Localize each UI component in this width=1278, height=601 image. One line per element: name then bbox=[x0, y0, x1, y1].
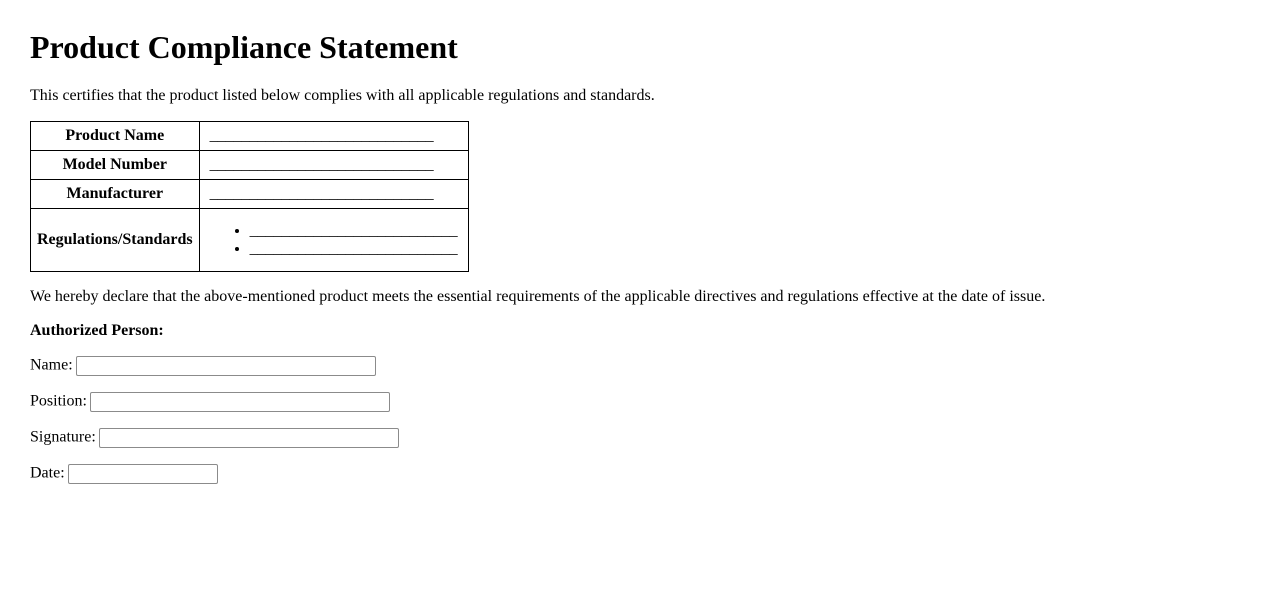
position-row bbox=[30, 392, 1248, 412]
table-row bbox=[31, 180, 469, 209]
table-row bbox=[31, 151, 469, 180]
name-label: Name: bbox=[30, 356, 73, 374]
signature-label: Signature: bbox=[30, 428, 96, 446]
standards-bullet-blank-line: • __________________________ bbox=[250, 240, 458, 258]
standards-bullet-list bbox=[210, 222, 458, 258]
table-row bbox=[31, 209, 469, 272]
signature-input[interactable] bbox=[99, 428, 399, 448]
page-title: Product Compliance Statement bbox=[30, 29, 458, 65]
product-info-table bbox=[30, 121, 469, 272]
product-name-label: Product Name bbox=[31, 122, 200, 151]
position-label: Position: bbox=[30, 392, 87, 410]
product-name-blank-line: ____________________________ bbox=[199, 122, 468, 151]
model-number-blank-line: ____________________________ bbox=[199, 151, 468, 180]
signature-row bbox=[30, 428, 1248, 448]
name-input[interactable] bbox=[76, 356, 376, 376]
manufacturer-blank-line: ____________________________ bbox=[199, 180, 468, 209]
table-row bbox=[31, 122, 469, 151]
position-input[interactable] bbox=[90, 392, 390, 412]
declaration-text: We hereby declare that the above-mentioned product meets the essential requirements of the applicable directives and regulations effective at the date of issue. bbox=[30, 288, 1046, 305]
date-row bbox=[30, 464, 1248, 484]
model-number-label: Model Number bbox=[31, 151, 200, 180]
standards-bullet-blank-line: • __________________________ bbox=[250, 222, 458, 240]
date-label: Date: bbox=[30, 464, 65, 482]
authorized-person-heading: Authorized Person: bbox=[30, 322, 164, 339]
regulations-standards-cell bbox=[199, 209, 468, 272]
intro-text: This certifies that the product listed below complies with all applicable regulations and standards. bbox=[30, 87, 655, 104]
name-row bbox=[30, 356, 1248, 376]
regulations-standards-label: Regulations/Standards bbox=[31, 209, 200, 272]
date-input[interactable] bbox=[68, 464, 218, 484]
manufacturer-label: Manufacturer bbox=[31, 180, 200, 209]
